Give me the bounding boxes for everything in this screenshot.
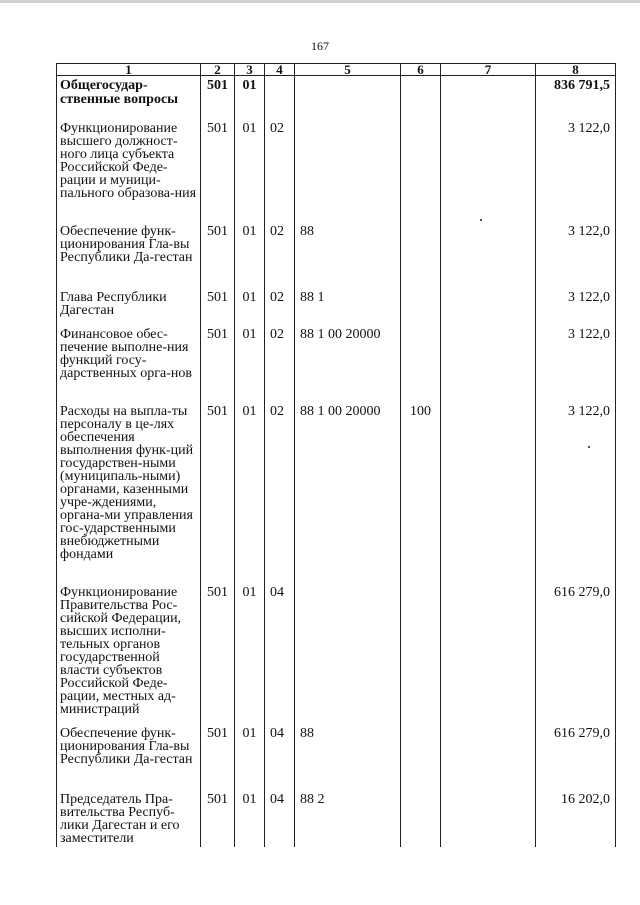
row-ministry-code: 501 [201,289,235,326]
row-expense-type [401,326,441,403]
row-expense-type [401,289,441,326]
row-expense-type [401,791,441,847]
row-col-7 [441,725,536,791]
row-target-code [295,76,401,120]
row-name: Председатель Пра-вительства Респуб-лики Дагестан и его заместители [57,791,201,847]
row-col-7 [441,791,536,847]
row-col-7 [441,584,536,725]
row-ministry-code: 501 [201,584,235,725]
row-section-code: 01 [235,403,265,584]
row-amount: 3 122,0 [536,326,616,403]
scan-top-edge [0,0,640,3]
row-amount: 3 122,0 [536,120,616,223]
table-row [57,584,616,725]
row-amount: 3 122,0 [536,403,616,584]
row-subsection-code: 04 [265,725,295,791]
header-col-5: 5 [295,64,401,76]
row-section-code: 01 [235,289,265,326]
budget-table [56,63,616,847]
row-target-code [295,120,401,223]
row-subsection-code: 04 [265,791,295,847]
table-row [57,791,616,847]
row-col-7 [441,326,536,403]
row-target-code: 88 1 [295,289,401,326]
row-ministry-code: 501 [201,791,235,847]
row-ministry-code: 501 [201,76,235,120]
row-amount: 16 202,0 [536,791,616,847]
header-col-2: 2 [201,64,235,76]
table-row [57,725,616,791]
row-expense-type [401,584,441,725]
row-name: Обеспечение функ-ционирования Гла-вы Республики Да-гестан [57,725,201,791]
row-col-7 [441,76,536,120]
row-name: Финансовое обес-печение выполне-ния функций госу-дарственных орга-нов [57,326,201,403]
scan-speck [480,219,482,221]
row-target-code: 88 2 [295,791,401,847]
row-subsection-code [265,76,295,120]
row-section-code: 01 [235,76,265,120]
row-expense-type [401,120,441,223]
row-ministry-code: 501 [201,326,235,403]
header-col-3: 3 [235,64,265,76]
table-row [57,403,616,584]
row-section-code: 01 [235,584,265,725]
row-amount: 616 279,0 [536,584,616,725]
row-expense-type: 100 [401,403,441,584]
row-amount: 3 122,0 [536,289,616,326]
row-target-code: 88 1 00 20000 [295,326,401,403]
row-amount: 616 279,0 [536,725,616,791]
row-section-code: 01 [235,223,265,289]
table-row [57,223,616,289]
row-name: Общегосудар-ственные вопросы [57,76,201,120]
row-name: Функционирование Правительства Рос-сийской Федерации, высших исполни-тельных органов государственной власти субъектов Российской Феде-рации, местных ад-министраций [57,584,201,725]
row-expense-type [401,76,441,120]
row-expense-type [401,223,441,289]
row-name: Расходы на выпла-ты персоналу в це-лях обеспечения выполнения функ-ций государствен-ными (муниципаль-ными) органами, казенными учре-ждениями, органа-ми управления гос-ударственными внебюджетными фондами [57,403,201,584]
row-amount: 3 122,0 [536,223,616,289]
row-name: Функционирование высшего должност-ного лица субъекта Российской Феде-рации и муници-пального образова-ния [57,120,201,223]
header-col-7: 7 [441,64,536,76]
row-section-code: 01 [235,326,265,403]
row-col-7 [441,403,536,584]
header-col-6: 6 [401,64,441,76]
scan-speck [588,446,590,448]
table-row [57,76,616,120]
table-row [57,326,616,403]
header-col-1: 1 [57,64,201,76]
row-target-code: 88 [295,725,401,791]
row-subsection-code: 02 [265,289,295,326]
header-col-4: 4 [265,64,295,76]
row-section-code: 01 [235,120,265,223]
row-col-7 [441,289,536,326]
row-ministry-code: 501 [201,120,235,223]
header-col-8: 8 [536,64,616,76]
row-ministry-code: 501 [201,725,235,791]
row-subsection-code: 02 [265,403,295,584]
row-name: Обеспечение функ-ционирования Гла-вы Республики Да-гестан [57,223,201,289]
row-target-code [295,584,401,725]
row-subsection-code: 02 [265,120,295,223]
row-expense-type [401,725,441,791]
row-ministry-code: 501 [201,223,235,289]
row-section-code: 01 [235,791,265,847]
row-subsection-code: 02 [265,326,295,403]
row-name: Глава Республики Дагестан [57,289,201,326]
row-col-7 [441,223,536,289]
row-ministry-code: 501 [201,403,235,584]
table-row [57,289,616,326]
row-subsection-code: 04 [265,584,295,725]
row-subsection-code: 02 [265,223,295,289]
table-row [57,120,616,223]
row-target-code: 88 1 00 20000 [295,403,401,584]
table-header-row [57,64,616,76]
row-amount: 836 791,5 [536,76,616,120]
row-section-code: 01 [235,725,265,791]
page-number: 167 [311,39,329,53]
row-col-7 [441,120,536,223]
row-target-code: 88 [295,223,401,289]
